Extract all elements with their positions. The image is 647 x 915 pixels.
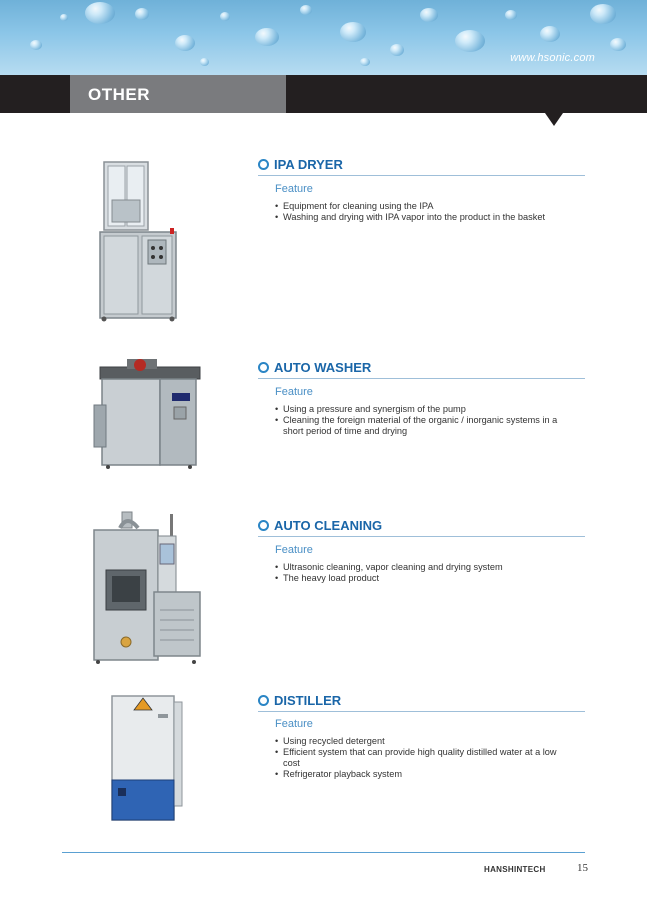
feature-list [275,562,575,584]
feature-label: Feature [275,718,313,730]
feature-label: Feature [275,544,313,556]
feature-item: • Washing and drying with IPA vapor into the product in the basket [275,212,575,223]
product-title: IPA DRYER [274,157,343,172]
product-divider [258,711,585,712]
feature-label: Feature [275,183,313,195]
feature-item: • Using recycled detergent [275,736,575,747]
auto-washer-image [92,357,206,469]
feature-item: • Using a pressure and synergism of the pump [275,404,575,415]
website-url: www.hsonic.com [510,52,595,64]
feature-item: • Equipment for cleaning using the IPA [275,201,575,212]
product-marker-icon [258,362,269,373]
footer-brand: HANSHINTECH [484,865,546,874]
header-notch [545,113,563,126]
feature-item: • Efficient system that can provide high quality distilled water at a low cost [275,747,575,769]
product-divider [258,378,585,379]
product-marker-icon [258,695,269,706]
distiller-image [110,694,186,824]
feature-label: Feature [275,386,313,398]
product-divider [258,536,585,537]
ipa-dryer-image [98,160,178,322]
product-marker-icon [258,520,269,531]
feature-list [275,736,575,780]
product-divider [258,175,585,176]
feature-item: • Ultrasonic cleaning, vapor cleaning and drying system [275,562,575,573]
feature-list [275,404,575,437]
feature-list [275,201,575,223]
feature-item: • Cleaning the foreign material of the organic / inorganic systems in a short period of time and drying [275,415,575,437]
section-title: OTHER [88,85,150,104]
section-tab [70,75,286,113]
footer-divider [62,852,585,853]
feature-item: • Refrigerator playback system [275,769,575,780]
page-number: 15 [577,862,588,874]
product-title: DISTILLER [274,693,342,708]
product-title: AUTO WASHER [274,360,372,375]
auto-cleaning-image [90,510,202,666]
product-title: AUTO CLEANING [274,518,383,533]
product-marker-icon [258,159,269,170]
water-drop-banner [0,0,647,75]
feature-item: • The heavy load product [275,573,575,584]
